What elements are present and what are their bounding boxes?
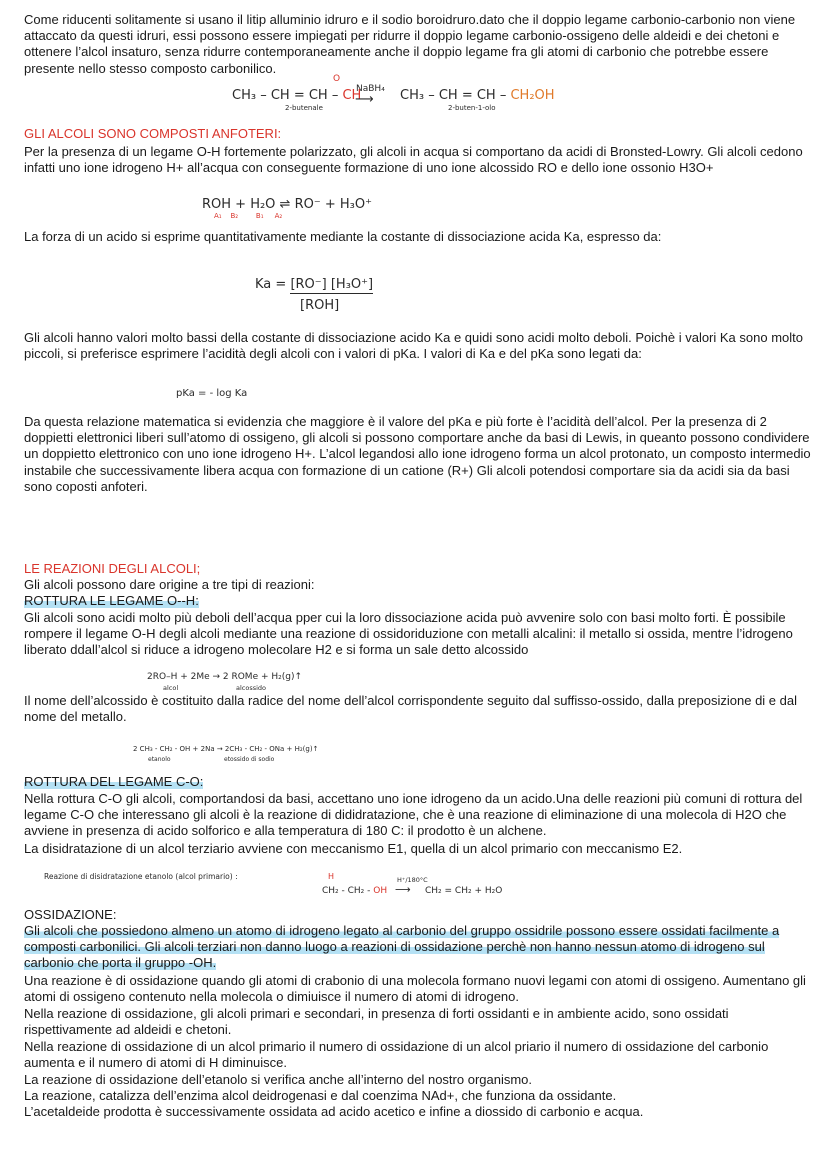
- ethoxide-label-etanolo: etanolo: [148, 756, 171, 763]
- dehydration-hydrogen: H: [328, 872, 335, 881]
- ossidazione-paragraph-4: Nella reazione di ossidazione di un alcol primario il numero di ossidazione di un alcol priario il numero di ossidazione del carbonio aumenta e il numero di atomi di H diminuisce.: [24, 1039, 769, 1071]
- dehydration-product-text: CH₂ = CH₂ + H₂O: [425, 886, 503, 896]
- dehydration-label: Reazione di disidratazione etanolo (alcol primario) :: [44, 872, 238, 881]
- rottura-oh-heading-text: ROTTURA LE LEGAME O--H:: [24, 593, 199, 608]
- ethoxide-label-etossido: etossido di sodio: [224, 756, 275, 763]
- eq1-product-line: [400, 88, 555, 103]
- intro-paragraph: Come riducenti solitamente si usano il litip alluminio idruro e il sodio boroidruro.dato che il doppio legame carbonio-carbonio non viene attaccato da questi idruri, essi possono essere impiegati per ridurre il doppio legame carbonio-ossigeno delle aldeidi e dei chetoni e ottenere l’alcol insaturo, senza ridurre contemporaneamente anche il doppio legame fra gli atomi di carbonio che potrebbe essere presente nello stesso composto carbonilico.: [24, 12, 796, 76]
- dehydration-hydroxyl: OH: [373, 886, 388, 896]
- anfoteri-paragraph-2: La forza di un acido si esprime quantitativamente mediante la costante di dissociazione acida Ka, espresso da:: [24, 229, 662, 244]
- anfoteri-paragraph-4: Da questa relazione matematica si evidenzia che maggiore è il valore del pKa e più forte è l’acidità dell’alcol. Per la presenza di 2 doppietti elettronici liberi sull’atomo di ossigeno, gli alcoli si possono comportare anche da basi di Lewis, in queanto possono condividere un doppietto elettronico con uno ione idrogeno H+. L’alcol legandosi allo ione idrogeno forma un alcol protonato, un composto intermedio instabile che successivamente libera acqua con formazione di un catione (R+) Gli alcoli potendosi comportare sia da acidi sia da basi sono coposti anfoteri.: [24, 414, 811, 494]
- dissociation-labels: A₁ B₂ B₁ A₂: [214, 212, 283, 220]
- ethoxide-equation: 2 CH₃ - CH₂ - OH + 2Na → 2CH₃ - CH₂ - ONa + H₂(g)↑: [133, 745, 319, 753]
- ossidazione-paragraph-3: Nella reazione di ossidazione, gli alcoli primari e secondari, in presenza di forti ossidanti e in ambiente acido, sono ossidati rispettivamente ad aldeidi e chetoni.: [24, 1006, 729, 1038]
- section-heading-reazioni: LE REAZIONI DEGLI ALCOLI;: [24, 561, 201, 576]
- section-heading-anfoteri: GLI ALCOLI SONO COMPOSTI ANFOTERI:: [24, 126, 282, 141]
- ossidazione-paragraph-5: La reazione di ossidazione dell’etanolo si verifica anche all’interno del nostro organismo.: [24, 1072, 533, 1087]
- eq1-reactant: CH₃ – CH = CH –: [232, 88, 343, 103]
- carbonyl-oxygen: O: [333, 74, 341, 84]
- ossidazione-paragraph-6: La reazione, catalizza dell’enzima alcol deidrogenasi e dal coenzima NAd+, che funziona da ossidante.: [24, 1088, 617, 1103]
- section-heading-rottura-oh: [24, 593, 814, 609]
- dehydration-arrow-icon: ⟶: [395, 883, 411, 896]
- ka-equation: [255, 277, 373, 292]
- eq1-product-alcohol: CH₂OH: [510, 88, 555, 103]
- rottura-oh-paragraph-2: Il nome dell’alcossido è costituito dalla radice del nome dell’alcol corrispondente seguito dal suffisso-ossido, dalla preposizione di e dal nome del metallo.: [24, 693, 797, 725]
- reazioni-intro: Gli alcoli possono dare origine a tre tipi di reazioni:: [24, 577, 315, 592]
- rottura-co-paragraph-2: La disidratazione di un alcol terziario avviene con meccanismo E1, quella di un alcol primario con meccanismo E2.: [24, 841, 683, 856]
- alkoxide-label-alcol: alcol: [163, 684, 179, 692]
- eq1-arrow-icon: ⟶: [355, 92, 374, 107]
- eq1-reactant-carbonyl: CH: [342, 88, 362, 103]
- eq1-product-name: 2-buten-1-olo: [448, 104, 496, 112]
- dehydration-reactant: [322, 886, 387, 896]
- eq1-reactant-name: 2-butenale: [285, 104, 323, 112]
- alkoxide-equation: 2RO–H + 2Me → 2 ROMe + H₂(g)↑: [147, 672, 303, 682]
- alkoxide-label-alcossido: alcossido: [236, 684, 267, 692]
- ossidazione-paragraph-1: [24, 923, 814, 972]
- dehydration-conditions: H⁺/180°C: [397, 876, 428, 884]
- anfoteri-paragraph-1: Per la presenza di un legame O-H fortemente polarizzato, gli alcoli in acqua si comportano da acidi di Bronsted-Lowry. Gli alcoli cedono infatti uno ione idrogeno H+ all’acqua con conseguente formazione di uno ione alcossido RO e dello ione ossonio H3O+: [24, 144, 803, 176]
- ossidazione-paragraph-7: L’acetaldeide prodotta è successivamente ossidata ad acido acetico e infine a diossido di carbonio e acqua.: [24, 1104, 644, 1119]
- reduction-equation: [232, 88, 361, 103]
- rottura-oh-paragraph-1: Gli alcoli sono acidi molto più deboli dell’acqua pper cui la loro dissociazione acida può avvenire solo con basi molto forti. È possibile rompere il legame O-H degli alcoli mediante una reazione di ossidoriduzione con metalli alcalini: il metallo si ossida, mentre l’idrogeno liberato ddall’alcol si riduce a idrogeno molecolare H2 e si forma un sale detto alcossido: [24, 610, 793, 658]
- dehydration-reactant-chain: CH₂ - CH₂ -: [322, 886, 374, 896]
- section-heading-ossidazione: OSSIDAZIONE:: [24, 907, 117, 922]
- rottura-co-paragraph-1: Nella rottura C-O gli alcoli, comportandosi da basi, accettano uno ione idrogeno da un acido.Una delle reazioni più comuni di rottura del legame C-O che interessano gli alcoli è la reazione di dididratazione, che è una reazione di eliminazione di una molecola di H2O che avviene in presenza di acido solforico e alla temperatura di 180 C: il prodotto è un alchene.: [24, 791, 803, 839]
- anfoteri-paragraph-3: Gli alcoli hanno valori molto bassi della costante di dissociazione acido Ka e quidi sono acidi molto deboli. Poichè i valori Ka sono molto piccoli, si preferisce esprimere l’acidità degli alcoli con i valori di pKa. I valori di Ka e del pKa sono legati da:: [24, 330, 803, 362]
- dissociation-equation: ROH + H₂O ⇌ RO⁻ + H₃O⁺: [202, 197, 372, 212]
- eq1-product: CH₃ – CH = CH –: [400, 88, 511, 103]
- ka-symbol: Ka =: [255, 277, 287, 292]
- ossidazione-paragraph-1-text: Gli alcoli che possiedono almeno un atomo di idrogeno legato al carbonio del gruppo ossidrile possono essere ossidati facilmente a composti carbonilici. Gli alcoli terziari non danno luogo a reazioni di ossidazione perchè non hanno nessun atomo di idrogeno sul carbonio che porta il gruppo -OH.: [24, 923, 780, 971]
- ka-denominator: [ROH]: [300, 298, 340, 313]
- rottura-co-heading-text: ROTTURA DEL LEGAME C-O:: [24, 774, 204, 789]
- dehydration-product: [425, 886, 502, 896]
- pka-equation: pKa = - log Ka: [176, 388, 248, 399]
- ka-numerator: [RO⁻] [H₃O⁺]: [290, 277, 374, 292]
- eq1-reagent: NaBH₄: [356, 84, 385, 94]
- section-heading-rottura-co: [24, 774, 814, 790]
- ossidazione-paragraph-2: Una reazione è di ossidazione quando gli atomi di crabonio di una molecola formano nuovi legami con atomi di ossigeno. Aumentano gli atomi di ossigeno contenuto nella molecola o dimiuisce il numero di atomi di idrogeno.: [24, 973, 806, 1005]
